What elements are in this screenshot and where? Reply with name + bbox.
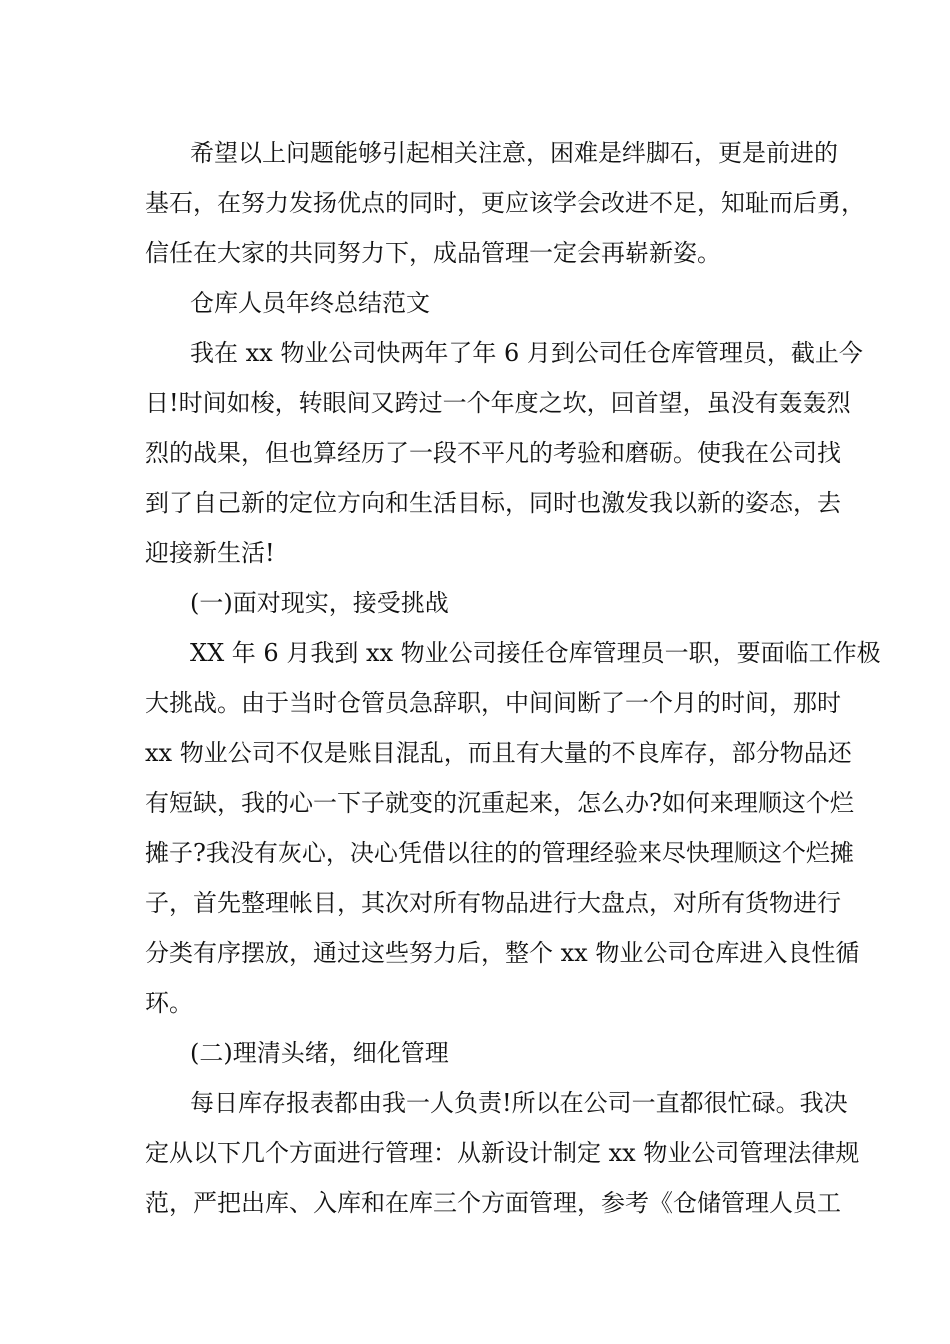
section-heading-text: (二)理清头绪，细化管理 — [190, 1039, 449, 1067]
document-body — [145, 128, 881, 1228]
paragraph-conclusion — [145, 128, 865, 278]
paragraph-intro — [145, 328, 863, 578]
text-line: 基石，在努力发扬优点的同时，更应该学会改进不足，知耻而后勇， — [145, 189, 865, 217]
text-line: 定从以下几个方面进行管理：从新设计制定 xx 物业公司管理法律规 — [145, 1139, 860, 1167]
text-line: 分类有序摆放，通过这些努力后，整个 xx 物业公司仓库进入良性循 — [145, 939, 860, 967]
text-line: XX 年 6 月我到 xx 物业公司接任仓库管理员一职，要面临工作极 — [190, 639, 881, 667]
paragraph-section-one — [145, 628, 881, 1028]
text-line: xx 物业公司不仅是账目混乱，而且有大量的不良库存，部分物品还 — [145, 739, 852, 767]
text-line: 范，严把出库、入库和在库三个方面管理，参考《仓储管理人员工 — [145, 1189, 841, 1217]
text-line: 每日库存报表都由我一人负责!所以在公司一直都很忙碌。我决 — [190, 1089, 848, 1117]
text-line: 烈的战果，但也算经历了一段不平凡的考验和磨砺。使我在公司找 — [145, 439, 841, 467]
text-line: 到了自己新的定位方向和生活目标，同时也激发我以新的姿态，去 — [145, 489, 841, 517]
heading-text: 仓库人员年终总结范文 — [190, 289, 430, 317]
text-line: 信任在大家的共同努力下，成品管理一定会再崭新姿。 — [145, 239, 721, 267]
text-line: 我在 xx 物业公司快两年了年 6 月到公司任仓库管理员，截止今 — [190, 339, 863, 367]
section-heading-text: (一)面对现实，接受挑战 — [190, 589, 449, 617]
text-line: 子，首先整理帐目，其次对所有物品进行大盘点，对所有货物进行 — [145, 889, 841, 917]
text-line: 日!时间如梭，转眼间又跨过一个年度之坎，回首望，虽没有轰轰烈 — [145, 389, 851, 417]
section-heading-one — [145, 578, 825, 628]
document-heading — [145, 278, 825, 328]
text-line: 希望以上问题能够引起相关注意，困难是绊脚石，更是前进的 — [190, 139, 838, 167]
text-line: 环。 — [145, 989, 193, 1017]
text-line: 大挑战。由于当时仓管员急辞职，中间间断了一个月的时间，那时 — [145, 689, 841, 717]
section-heading-two — [145, 1028, 825, 1078]
text-line: 有短缺，我的心一下子就变的沉重起来，怎么办?如何来理顺这个烂 — [145, 789, 854, 817]
text-line: 迎接新生活! — [145, 539, 275, 567]
paragraph-section-two — [145, 1078, 860, 1228]
text-line: 摊子?我没有灰心，决心凭借以往的的管理经验来尽快理顺这个烂摊 — [145, 839, 854, 867]
